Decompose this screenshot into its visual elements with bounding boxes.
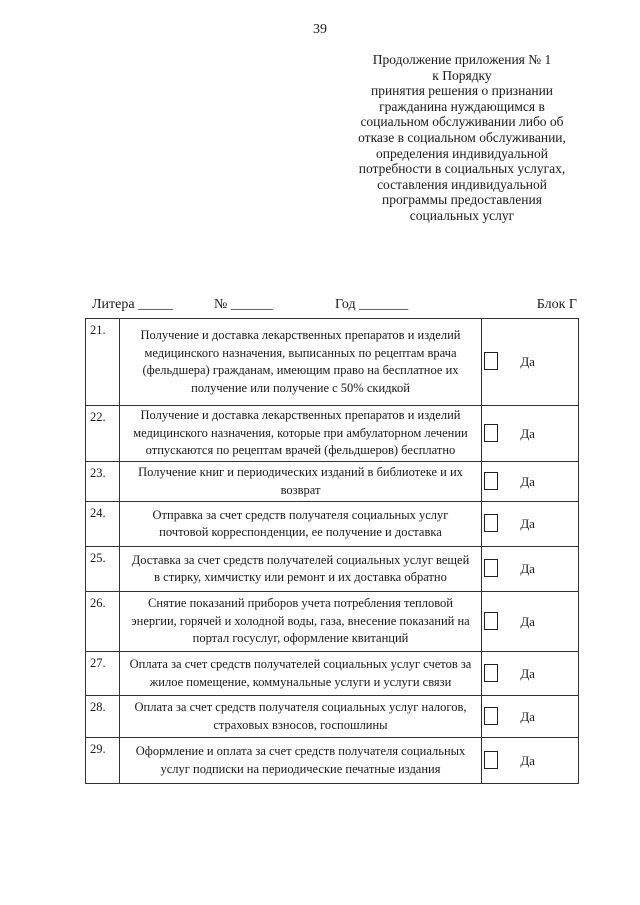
appendix-line: Продолжение приложения № 1	[372, 52, 552, 67]
block-label: Блок Г	[536, 297, 577, 312]
item-number: 28.	[86, 696, 120, 738]
table-row	[86, 696, 579, 738]
checkbox[interactable]	[484, 707, 498, 725]
item-description	[119, 462, 482, 502]
answer-cell	[482, 319, 579, 406]
table-row	[86, 462, 579, 502]
appendix-line: определения индивидуальной	[376, 145, 548, 161]
table-row	[86, 319, 579, 406]
table-row	[86, 547, 579, 592]
answer-cell	[482, 406, 579, 462]
item-description-line: Оформление и оплата за счет средств получателя социальных	[135, 744, 466, 758]
item-number: 23.	[86, 462, 120, 502]
appendix-line: социальных услуг	[409, 207, 515, 223]
item-description-line: возврат	[280, 482, 321, 497]
item-description-line: Получение книг и периодических изданий в библиотеке и их	[138, 465, 463, 479]
appendix-line: потребности в социальных услугах,	[358, 161, 566, 177]
item-description	[119, 738, 482, 784]
checkbox[interactable]	[484, 664, 498, 682]
item-description-line: Оплата за счет средств получателя социальных услуг налогов,	[134, 700, 467, 714]
item-description-line: Оплата за счет средств получателей социальных услуг счетов за	[129, 657, 472, 671]
yes-label: Да	[520, 561, 535, 576]
answer-cell	[482, 696, 579, 738]
item-description-line: Отправка за счет средств получателя социальных услуг	[152, 507, 449, 522]
item-description	[119, 319, 482, 406]
answer-cell	[482, 652, 579, 696]
table-row	[86, 406, 579, 462]
answer-cell	[482, 502, 579, 547]
item-number: 27.	[86, 652, 120, 696]
appendix-line: гражданина нуждающимся в	[379, 98, 545, 114]
item-number: 29.	[86, 738, 120, 784]
page-number: 39	[313, 22, 327, 37]
answer-cell	[482, 462, 579, 502]
litera-field: Литера _____	[92, 297, 174, 312]
checkbox[interactable]	[484, 472, 498, 490]
table-row	[86, 502, 579, 547]
item-description-line: медицинского назначения, выписанных по рецептам врача	[144, 345, 457, 360]
item-description-line: портал госуслуг, оформление квитанций	[192, 631, 409, 646]
yes-label: Да	[520, 752, 535, 768]
yes-label: Да	[520, 473, 535, 489]
item-description-line: (фельдшера) гражданам, имеющим право на бесплатное их	[142, 363, 459, 377]
form-header	[87, 297, 582, 317]
item-description-line: страховых взносов, госпошлины	[213, 717, 388, 732]
item-description-line: жилое помещение, коммунальные услуги и услуги связи	[149, 674, 452, 689]
item-description	[119, 592, 482, 652]
item-description	[119, 406, 482, 462]
yes-label: Да	[520, 516, 535, 531]
item-number: 21.	[86, 319, 120, 406]
checkbox[interactable]	[484, 514, 498, 532]
appendix-line: к Порядку	[432, 67, 492, 83]
table-row	[86, 592, 579, 652]
item-description-line: получение или получение с 50% скидкой	[191, 380, 410, 395]
yes-label: Да	[520, 665, 535, 681]
item-description	[119, 502, 482, 547]
checkbox[interactable]	[484, 751, 498, 769]
appendix-line: программы предоставления	[382, 192, 542, 208]
item-description-line: услуг подписки на периодические печатные издания	[160, 761, 441, 776]
item-description-line: Получение и доставка лекарственных препаратов и изделий	[140, 408, 461, 423]
appendix-heading	[334, 52, 590, 224]
checkbox[interactable]	[484, 612, 498, 630]
item-description	[119, 652, 482, 696]
checkbox[interactable]	[484, 352, 498, 370]
year-field: Год _______	[335, 297, 409, 312]
appendix-line: отказе в социальном обслуживании,	[358, 129, 566, 145]
answer-cell	[482, 547, 579, 592]
appendix-line: социальном обслуживании либо об	[360, 114, 564, 130]
item-description-line: в стирку, химчистку или ремонт и их доставка обратно	[154, 570, 447, 584]
appendix-line: принятия решения о признании	[370, 83, 554, 99]
yes-label: Да	[520, 708, 535, 724]
item-description	[119, 547, 482, 592]
item-number: 26.	[86, 592, 120, 652]
item-description-line: медицинского назначения, которые при амбулаторном лечении	[133, 425, 468, 440]
item-description	[119, 696, 482, 738]
answer-cell	[482, 592, 579, 652]
item-description-line: отпускаются по рецептам врачей (фельдшеров) бесплатно	[145, 443, 456, 458]
yes-label: Да	[520, 425, 535, 441]
item-number: 24.	[86, 502, 120, 547]
yes-label: Да	[520, 354, 535, 369]
item-description-line: Доставка за счет средств получателей социальных услуг вещей	[131, 552, 470, 567]
answer-cell	[482, 738, 579, 784]
item-description-line: энергии, горячей и холодной воды, газа, внесение показаний на	[131, 613, 470, 628]
table-row	[86, 652, 579, 696]
table-row	[86, 738, 579, 784]
yes-label: Да	[520, 613, 535, 629]
services-table	[85, 318, 579, 784]
item-description-line: почтовой корреспонденции, ее получение и доставка	[159, 525, 442, 539]
checkbox[interactable]	[484, 559, 498, 577]
item-number: 25.	[86, 547, 120, 592]
appendix-line: составления индивидуальной	[377, 176, 547, 192]
number-field: № ______	[214, 297, 273, 312]
item-description-line: Получение и доставка лекарственных препаратов и изделий	[140, 328, 461, 342]
checkbox[interactable]	[484, 424, 498, 442]
item-number: 22.	[86, 406, 120, 462]
item-description-line: Снятие показаний приборов учета потребления тепловой	[147, 596, 453, 611]
